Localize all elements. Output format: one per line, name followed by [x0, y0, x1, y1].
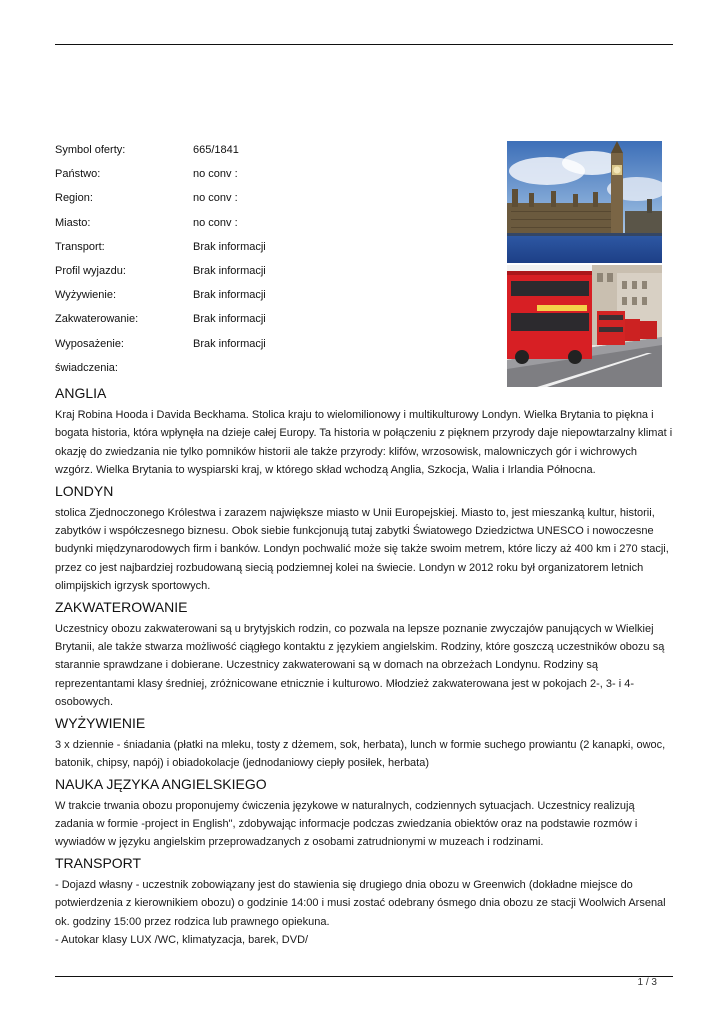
section-title-zakwaterowanie: ZAKWATEROWANIE — [55, 598, 188, 615]
offer-label: Symbol oferty: — [55, 144, 126, 156]
offer-row-equipment — [55, 332, 495, 356]
offer-label: Profil wyjazdu: — [55, 264, 126, 277]
offer-value: Brak informacji — [193, 313, 266, 326]
offer-label: Wyżywienie: — [55, 289, 117, 302]
offer-value: no conv : — [193, 216, 238, 229]
offer-label: Region: — [55, 192, 93, 205]
offer-label: Miasto: — [55, 216, 91, 229]
section-title-wyzywienie: WYŻYWIENIE — [55, 714, 146, 731]
section-text-wyzywienie: 3 x dziennie - śniadania (płatki na mleku, tosty z dżemem, sok, herbata), lunch w formie suchego prowiantu (2 kanapki, owoc, batonik, chipsy, napój) i obiadokolacje (jednodaniowy ciepły posiłek, herbata) — [55, 738, 666, 770]
offer-row-accommodation — [55, 307, 495, 331]
section-text-transport-1: - Dojazd własny - uczestnik zobowiązany jest do stawienia się drugiego dnia obozu w Greenwich (dokładne miejsce do potwierdzenia z kierownikiem obozu) o godzinie 14:00 i musi zostać odebrany ósmego dnia obozu ze stacji Woolwich Arsenal ok. godziny 15:00 przez rodzica lub prawnego opiekuna. — [55, 878, 666, 928]
section-text-transport-2: - Autokar klasy LUX /WC, klimatyzacja, barek, DVD/ — [55, 933, 309, 946]
offer-row-food — [55, 283, 495, 307]
offer-row-city — [55, 211, 495, 235]
offer-label: Wyposażenie: — [55, 337, 124, 350]
section-text-londyn: stolica Zjednoczonego Królestwa i zarazem największe miasto w Unii Europejskiej. Miasto to, jest mieszanką kultur, historii, zabytków i współczesnego biznesu. Obok siebie funkcjonują tutaj zabytki Światowego Dziedzictwa UNESCO i nowoczesne budynki międzynarodowych firm i banków. Londyn pochwalić może się także swoim metrem, które liczy aż 400 km i 270 stacji, przez co jest najbardziej rozbudowaną siecią podziemnej kolei na świecie. Londyn w 2012 roku był organizatorem letnich olimpijskich igrzysk sportowych. — [55, 506, 669, 593]
offer-label: świadczenia: — [55, 361, 118, 374]
offer-row-transport — [55, 235, 495, 259]
offer-value: Brak informacji — [193, 240, 266, 253]
offer-row-region — [55, 186, 495, 210]
offer-label: Państwo: — [55, 168, 101, 181]
offer-value: no conv : — [193, 192, 238, 205]
offer-row-country — [55, 162, 495, 186]
buses-illustration — [507, 265, 662, 387]
section-text-anglia: Kraj Robina Hooda i Davida Beckhama. Stolica kraju to wielomilionowy i multikulturowy Londyn. Wielka Brytania to piękna i bogata historia, która wpłynęła na dzieje całej Europy. Ta historia w połączeniu z pięknem przyrody daje niepowtarzalny klimat i okazję do zwiedzania nie tylko pomników historii ale także przyrody: klifów, wrzosowisk, malowniczych gór i wichrowych wzgórz. Wielka Brytania to wyspiarski kraj, w którego skład wchodzą Anglia, Szkocja, Walia i Irlandia Północna. — [55, 409, 673, 477]
photo-westminster — [507, 141, 662, 263]
offer-value: no conv : — [193, 168, 238, 181]
header-rule — [55, 44, 673, 45]
main-content — [55, 384, 675, 951]
photo-red-buses — [507, 265, 662, 387]
offer-label: Transport: — [55, 240, 105, 253]
section-text-nauka: W trakcie trwania obozu proponujemy ćwiczenia językowe w naturalnych, codziennych sytuacjach. Uczestnicy realizują zadania w formie -project in English", zdobywając informacje podczas zwiedzania obiektów oraz na podstawie rozmów i wywiadów w języku angielskim przeprowadzanych z osobami zatrudnionymi w muzeach i rodzinami. — [55, 799, 638, 849]
offer-row-symbol — [55, 138, 495, 162]
offer-value: 665/1841 — [193, 144, 239, 156]
offer-value: Brak informacji — [193, 337, 266, 350]
westminster-illustration — [507, 141, 662, 263]
offer-label: Zakwaterowanie: — [55, 313, 139, 326]
section-title-transport: TRANSPORT — [55, 854, 142, 871]
section-title-londyn: LONDYN — [55, 482, 114, 499]
offer-row-benefits — [55, 356, 495, 380]
page-number: 1 / 3 — [637, 977, 657, 988]
offer-value: Brak informacji — [193, 289, 266, 302]
section-title-anglia: ANGLIA — [55, 385, 107, 401]
offer-details — [55, 138, 495, 380]
section-text-zakwaterowanie: Uczestnicy obozu zakwaterowani są u brytyjskich rodzin, co pozwala na lepsze poznanie zwyczajów panujących w Wielkiej Brytanii, ale także stwarza możliwość ciągłego kontaktu z językiem angielskim. Rodziny, które goszczą uczestników obozu są starannie sprawdzane i dobierane. Uczestnicy zakwaterowani są w domach na obrzeżach Londynu. Rodziny są reprezentantami klasy średniej, zróżnicowane etnicznie i kulturowo. Młodzież zakwaterowana jest w pokojach 2-, 3- i 4-osobowych. — [55, 622, 665, 709]
offer-value: Brak informacji — [193, 264, 266, 277]
footer-rule — [55, 976, 673, 977]
section-title-nauka: NAUKA JĘZYKA ANGIELSKIEGO — [55, 775, 267, 792]
offer-row-profile — [55, 259, 495, 283]
